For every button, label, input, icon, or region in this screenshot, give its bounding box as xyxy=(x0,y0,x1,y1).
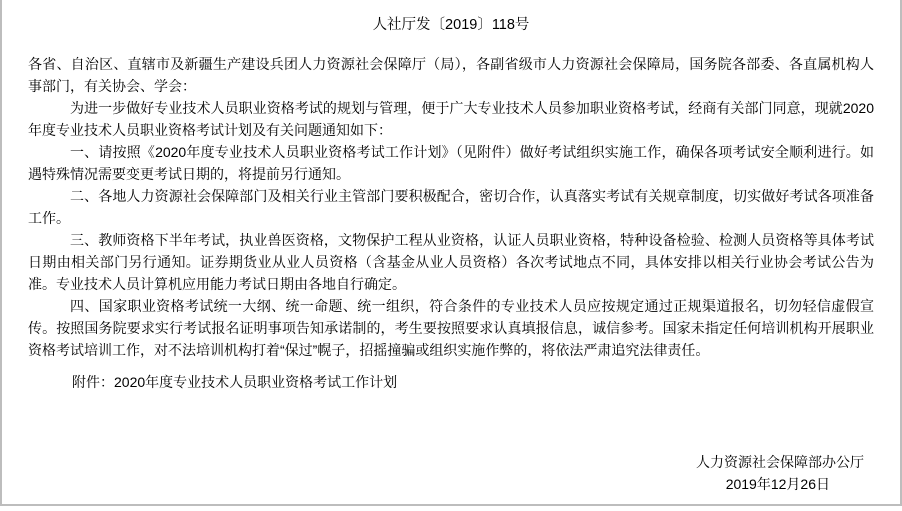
signer-name: 人力资源社会保障部办公厅 xyxy=(696,454,864,470)
intro-paragraph: 为进一步做好专业技术人员职业资格考试的规划与管理，便于广大专业技术人员参加职业资格考试，经商有关部门同意，现就2020年度专业技术人员职业资格考试计划及有关问题通知如下： xyxy=(28,100,874,138)
item-1-paragraph: 一、请按照《2020年度专业技术人员职业资格考试工作计划》（见附件）做好考试组织实施工作，确保各项考试安全顺利进行。如遇特殊情况需要变更考试日期的，将提前另行通知。 xyxy=(28,144,874,182)
item-3-paragraph: 三、教师资格下半年考试，执业兽医资格，文物保护工程从业资格，认证人员职业资格，特种设备检验、检测人员资格等具体考试日期由相关部门另行通知。证券期货业从业人员资格（含基金从业人员资格）各次考试地点不同，具体安排以相关行业协会考试公告为准。专业技术人员计算机应用能力考试日期由各地自行确定。 xyxy=(28,232,874,292)
item-4-paragraph: 四、国家职业资格考试统一大纲、统一命题、统一组织，符合条件的专业技术人员应按规定通过正规渠道报名，切勿轻信虚假宣传。按照国务院要求实行考试报名证明事项告知承诺制的，考生要按照要求认真填报信息，诚信参考。国家未指定任何培训机构开展职业资格考试培训工作，对不法培训机构打着“保过”幌子，招摇撞骗或组织实施作弊的，将依法严肃追究法律责任。 xyxy=(28,298,874,358)
recipients-line: 各省、自治区、直辖市及新疆生产建设兵团人力资源社会保障厅（局），各副省级市人力资源社会保障局，国务院各部委、各直属机构人事部门，有关协会、学会： xyxy=(28,56,874,94)
attachment-line: 附件：2020年度专业技术人员职业资格考试工作计划 xyxy=(72,374,398,390)
doc-date: 2019年12月26日 xyxy=(725,476,830,492)
signature-block xyxy=(28,451,874,495)
doc-number: 人社厅发〔2019〕118号 xyxy=(372,17,530,33)
item-2-paragraph: 二、各地人力资源社会保障部门及相关行业主管部门要积极配合，密切合作，认真落实考试有关规章制度，切实做好考试各项准备工作。 xyxy=(28,188,874,226)
